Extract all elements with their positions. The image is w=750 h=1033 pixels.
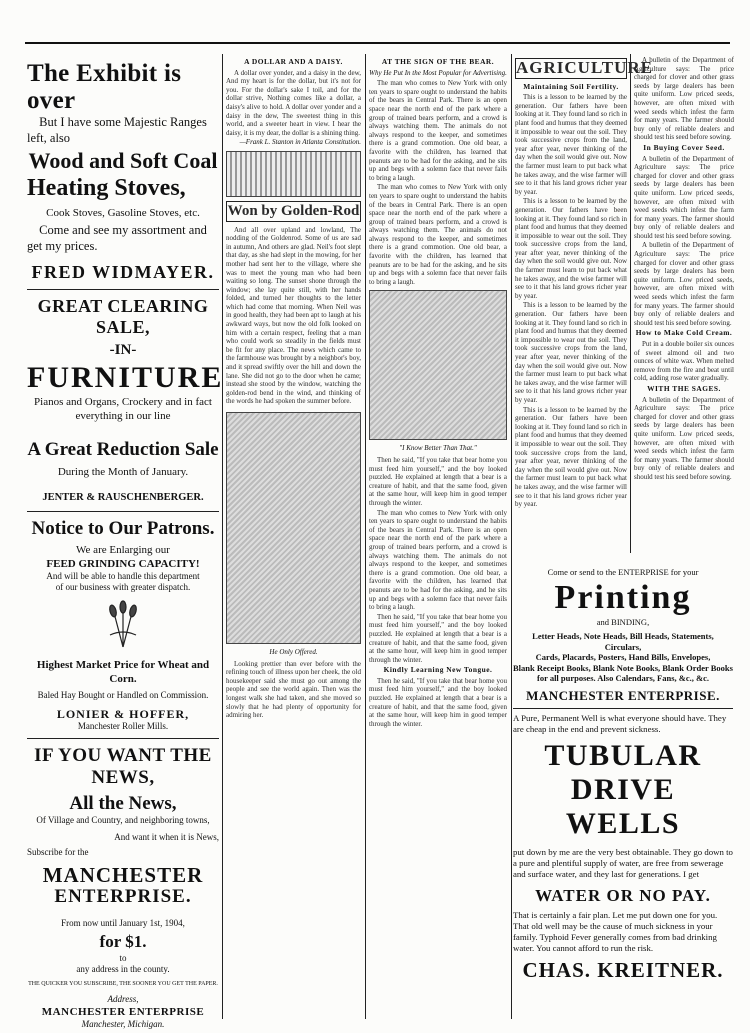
ad-get-prices: get my prices. — [27, 239, 98, 253]
ad-tubular: TUBULAR — [544, 738, 702, 772]
story-illustration — [369, 290, 507, 440]
ad-greatest: of our business with greater dispatch. — [55, 582, 191, 592]
divider — [27, 511, 219, 512]
ad-news-title: IF YOU WANT THE NEWS, — [34, 745, 212, 788]
ad-manchester: MANCHESTER — [42, 863, 204, 887]
ad-that: That is certainly a fair plan. Let me put down one for you. That old well may be the cause of much sickness in your family. Typhoid Fever generally comes from bad drinking water. You cannot afford to run the risk. — [513, 909, 718, 953]
ad-furniture: FURNITURE — [27, 361, 224, 394]
ad-exhibit-title: The Exhibit is over — [27, 60, 182, 114]
ad-list: Blank Receipt Books, Blank Note Books, Blank Order Books — [513, 662, 733, 673]
story-heading: WITH THE SAGES. — [647, 383, 721, 393]
ad-list: Cards, Placards, Posters, Hand Bills, Envelopes, — [535, 652, 711, 662]
story-heading: In Buying Cover Seed. — [643, 142, 725, 152]
ad-all-news: All the News, — [69, 793, 177, 814]
divider — [27, 289, 219, 290]
ad-printing: Printing — [554, 579, 692, 616]
ad-stoves-list: Cook Stoves, Gasoline Stoves, etc. — [46, 207, 200, 219]
story-subheading: Why He Put In the Most Popular for Advertising. — [369, 68, 507, 77]
story-body: The man who comes to New York with only ten years to spare ought to understand the habits of the bears in Central Park. There is an open space near the north end of the park where a group of trained bears perform, and a crowd is always watching them. The animals do not always respond to the keeper, and sometimes there is a grand commotion. One old bear, a favorite with the children, has learned that peanuts are to be had for the asking, and he sits up and begs with a solemn face that never fails to bring a laugh. — [369, 183, 507, 286]
ad-subscribe: Subscribe for the — [27, 847, 89, 857]
ad-water-or-no-pay: WATER OR NO PAY. — [535, 885, 711, 905]
story-body: This is a lesson to be learned by the generation. Our fathers have been looking at it. They found land so rich in plant food and humus that they deemed it impossible to wear out the soil. They took successive crops from the land, year after year, never thinking of the day when the soil would give out. Now the farmer must learn to put back what he takes away, and the wise farmer will see to it that his land grows richer year by year. — [515, 197, 627, 300]
ad-during: During the Month of January. — [57, 466, 189, 478]
story-heading: Kindly Learning New Tongue. — [383, 665, 493, 675]
ad-drive-wells: DRIVE WELLS — [565, 772, 681, 840]
ad-from-now: From now until January 1st, 1904, — [61, 918, 185, 928]
story-body: A bulletin of the Department of Agriculture says: The price charged for clover and other grass seeds by large dealers has been quite uniform. Low priced seeds, however, are often mixed with weed seeds which infest the farm for many years. The farmer should buy only of reliable dealers and should test his seed before sowing. — [634, 56, 734, 142]
ad-heating-title: Heating Stoves, — [27, 175, 186, 201]
story-body: Then he said, "If you take that bear home you must feed him yourself," and the boy looked puzzled. He explained at length that a bear is a creature of habit, and that the same food, given at the same hour, will keep him in good temper through the winter. — [369, 612, 507, 664]
ad-kreitner: CHAS. KREITNER. — [522, 957, 724, 982]
top-rule — [25, 42, 730, 44]
ad-lonier: LONIER & HOFFER, — [56, 707, 190, 721]
ad-to: to — [119, 953, 127, 963]
story-body: Then he said, "If you take that bear home you must feed him yourself," and the boy looked puzzled. He explained at length that a bear is a creature of habit, and that the same food, given at the same hour, will keep him in good temper through the winter. — [369, 456, 507, 507]
ad-feed: FEED GRINDING CAPACITY! — [46, 558, 200, 570]
story-heading: AT THE SIGN OF THE BEAR. — [381, 57, 495, 66]
ad-able: And will be able to handle this department — [46, 571, 200, 581]
story-body: Then he said, "If you take that bear home you must feed him yourself," and the boy looked puzzled. He explained at length that a bear is a creature of habit, and that the same food, given at the same hour, will keep him in good temper through the winter. — [369, 676, 507, 728]
ad-in-label: -IN- — [109, 342, 137, 358]
story-heading: Maintaining Soil Fertility. — [523, 81, 619, 91]
divider — [513, 708, 733, 709]
ad-come-send: Come or send to the ENTERPRISE for your — [547, 567, 699, 577]
story-illustration — [226, 412, 361, 644]
ad-me: MANCHESTER ENTERPRISE. — [526, 687, 720, 703]
ad-mills: Manchester Roller Mills. — [77, 721, 169, 731]
story-body: And all over upland and lowland, The nodding of the Goldenrod. Some of us are sad in autumn, And others are glad. Neil's foot slept that day, as she had slept in the mowing, for her mother had sent her to the village, where she was to meet the young man who had been waiting so long. The sunset shone through the window; she lay quite still, with her hands folded, and turned her thoughts to the letter which had come that morning. When Neil was in good health, they had been apt to laugh at his awkward ways, but now the old folk looked on him with a certain respect, feeling that a man who could work so steadily in the fields must be fit for any place. The news which came to the farmhouse was brought by a neighbor's boy, and it spread swiftly over the hill and down the lane. She did not go to the door when he came; instead she stood by the window, watching the golden-rod bend in the wind, and thinking of the words he had spoken the summer before. — [226, 225, 361, 406]
ad-highest: Highest Market Price for Wheat and Corn. — [36, 659, 210, 685]
story-body: A bulletin of the Department of Agriculture says: The price charged for clover and other grass seeds by large dealers has been quite uniform. Low priced seeds, however, are often mixed with weed seeds which infest the farm for many years. The farmer should buy only of reliable dealers and should test his seed before sowing. — [634, 154, 734, 240]
ad-exhibit-sub: left, also — [27, 131, 71, 145]
column-divider — [630, 54, 631, 553]
story-heading: A DOLLAR AND A DAISY. — [244, 57, 343, 66]
ad-quicker: THE QUICKER YOU SUBSCRIBE, THE SOONER YOU GET THE PAPER. — [28, 981, 218, 987]
illustration-caption: "I Know Better Than That." — [399, 444, 477, 453]
story-column — [369, 56, 507, 1021]
ad-jenter: JENTER & RAUSCHENBERGER. — [42, 492, 204, 503]
ad-widmayer: FRED WIDMAYER. — [31, 262, 215, 282]
ad-everything: everything in our line — [75, 410, 171, 422]
poem-text: A dollar over yonder, and a daisy in the dew, And my heart is for the dollar, but it's not for you. For the dollar's sake I toil, and for the dollar strive, Nothing comes like a dollar, a daisy's alive to hold. A dollar over yonder and a daisy in the dew, The sweetest thing in this world, and a sweeter heart in view. I hear the daisy, it is my dear, the dollar is a shining thing. — [226, 68, 361, 137]
ad-put-down: put down by me are the very best obtainable. They go down to a pure and plentiful supply of water, are free from sewerage and surface water, and they last for generations. I get — [513, 846, 733, 879]
printing-ad — [513, 563, 733, 1023]
ad-exhibit-sub: But I have some Majestic Ranges — [39, 115, 207, 129]
story-body: This is a lesson to be learned by the generation. Our fathers have been looking at it. They found land so rich in plant food and humus that they deemed it impossible to wear out the soil. They took successive crops from the land, year after year, never thinking of the day when the soil would give out. Now the farmer must learn to put back what he takes away, and the wise farmer will see to it that his land grows richer year by year. — [515, 405, 627, 509]
advertisement-column — [27, 58, 224, 1029]
story-body: A bulletin of the Department of Agriculture says: The price charged for clover and other grass seeds by large dealers has been quite uniform. Low priced seeds, however, are often mixed with weed seeds which infest the farm for many years. The farmer should buy only of reliable dealers and should test his seed before sowing. — [634, 395, 734, 481]
ad-me-name: MANCHESTER ENTERPRISE — [41, 1006, 205, 1018]
ad-enlarging: We are Enlarging our — [76, 544, 170, 556]
ad-list: Letter Heads, Note Heads, Bill Heads, Statements, Circulars, — [532, 631, 714, 652]
story-column — [515, 56, 653, 561]
story-body: This is a lesson to be learned by the generation. Our fathers have been looking at it. They found land so rich in plant food and humus that they deemed it impossible to wear out the soil. They took successive crops from the land, year after year, never thinking of the day when the soil would give out. Now the farmer must learn to put back what he takes away, and the wise farmer will see to it that his land grows richer year by year. — [515, 93, 627, 196]
poem-credit: —Frank L. Stanton in Atlanta Constitution. — [239, 138, 361, 147]
story-title: Won by Golden-Rod — [226, 201, 361, 222]
ad-come-see: Come and see my assortment and — [39, 223, 207, 237]
ad-enterprise: ENTERPRISE. — [54, 886, 192, 907]
ad-price: for $1. — [99, 932, 147, 951]
ad-address-label: Address, — [107, 994, 139, 1004]
ad-want: And want it when it is News, — [114, 832, 219, 842]
column-divider — [222, 54, 223, 1019]
story-body: Put in a double boiler six ounces of sweet almond oil and two ounces of white wax. When melted remove from the fire and beat until cold, adding rose water gradually. — [634, 340, 734, 383]
divider — [27, 738, 219, 739]
ad-pure-well: A Pure, Permanent Well is what everyone should have. They are cheap in the end and prevent sickness. — [513, 712, 727, 734]
illustration-caption: He Only Offered. — [269, 648, 318, 656]
ad-list: for all purposes. Also Calendars, Fans, &c., &c. — [537, 673, 709, 683]
decorative-illustration — [226, 151, 361, 197]
column-divider — [511, 54, 512, 1019]
column-divider — [365, 54, 366, 1019]
story-body: The man who comes to New York with only ten years to spare ought to understand the habits of the bears in Central Park. There is an open space near the north end of the park where a group of trained bears perform, and a crowd is always watching them. The animals do not always respond to the keeper, and sometimes there is a grand commotion. One old bear, a favorite with the children, has learned that peanuts are to be had for the asking, and he sits up and begs with a solemn face that never fails to bring a laugh. — [369, 79, 507, 182]
ad-baled: Baled Hay Bought or Handled on Commission. — [37, 690, 209, 700]
wheat-icon — [98, 599, 148, 649]
story-body: A bulletin of the Department of Agriculture says: The price charged for clover and other grass seeds by large dealers has been quite uniform. Low priced seeds, however, are often mixed with weed seeds which infest the farm for many years. The farmer should buy only of reliable dealers and should test his seed before sowing. — [634, 241, 734, 327]
ad-me-place: Manchester, Michigan. — [81, 1019, 165, 1029]
ad-binding: and BINDING, — [596, 617, 650, 627]
ad-reduction-sale: A Great Reduction Sale — [27, 439, 219, 460]
story-column — [226, 56, 361, 1021]
story-body: Looking prettier than ever before with the refining touch of illness upon her cheek, the old housekeeper said she must go out among the people and see the world again. Then was the longest walk she had taken, and she moved so slowly that he had plenty of opportunity for admiring her. — [226, 659, 361, 720]
ad-clearing-sale: GREAT CLEARING SALE, — [37, 296, 209, 337]
story-column — [634, 56, 734, 561]
story-heading: How to Make Cold Cream. — [635, 328, 733, 338]
story-body: This is a lesson to be learned by the generation. Our fathers have been looking at it. They found land so rich in plant food and humus that they deemed it impossible to wear out the soil. They took successive crops from the land, year after year, never thinking of the day when the soil would give out. Now the farmer must learn to put back what he takes away, and the wise farmer will see to it that his land grows richer year by year. — [515, 301, 627, 404]
ad-village: Of Village and Country, and neighboring towns, — [36, 815, 210, 825]
ad-address-line: any address in the county. — [76, 964, 170, 974]
ad-pianos: Pianos and Organs, Crockery and in fact — [34, 396, 212, 408]
ad-notice: Notice to Our Patrons. — [31, 518, 215, 539]
agriculture-banner: AGRICULTURE — [516, 58, 653, 77]
story-body: The man who comes to New York with only ten years to spare ought to understand the habits of the bears in Central Park. There is an open space near the north end of the park where a group of trained bears perform, and a crowd is always watching them. The animals do not always respond to the keeper, and sometimes there is a grand commotion. One old bear, a favorite with the children, has learned that peanuts are to be had for the asking, and he sits up and begs with a solemn face that never fails to bring a laugh. — [369, 508, 507, 612]
ad-wood-title: Wood and Soft Coal — [28, 148, 218, 173]
